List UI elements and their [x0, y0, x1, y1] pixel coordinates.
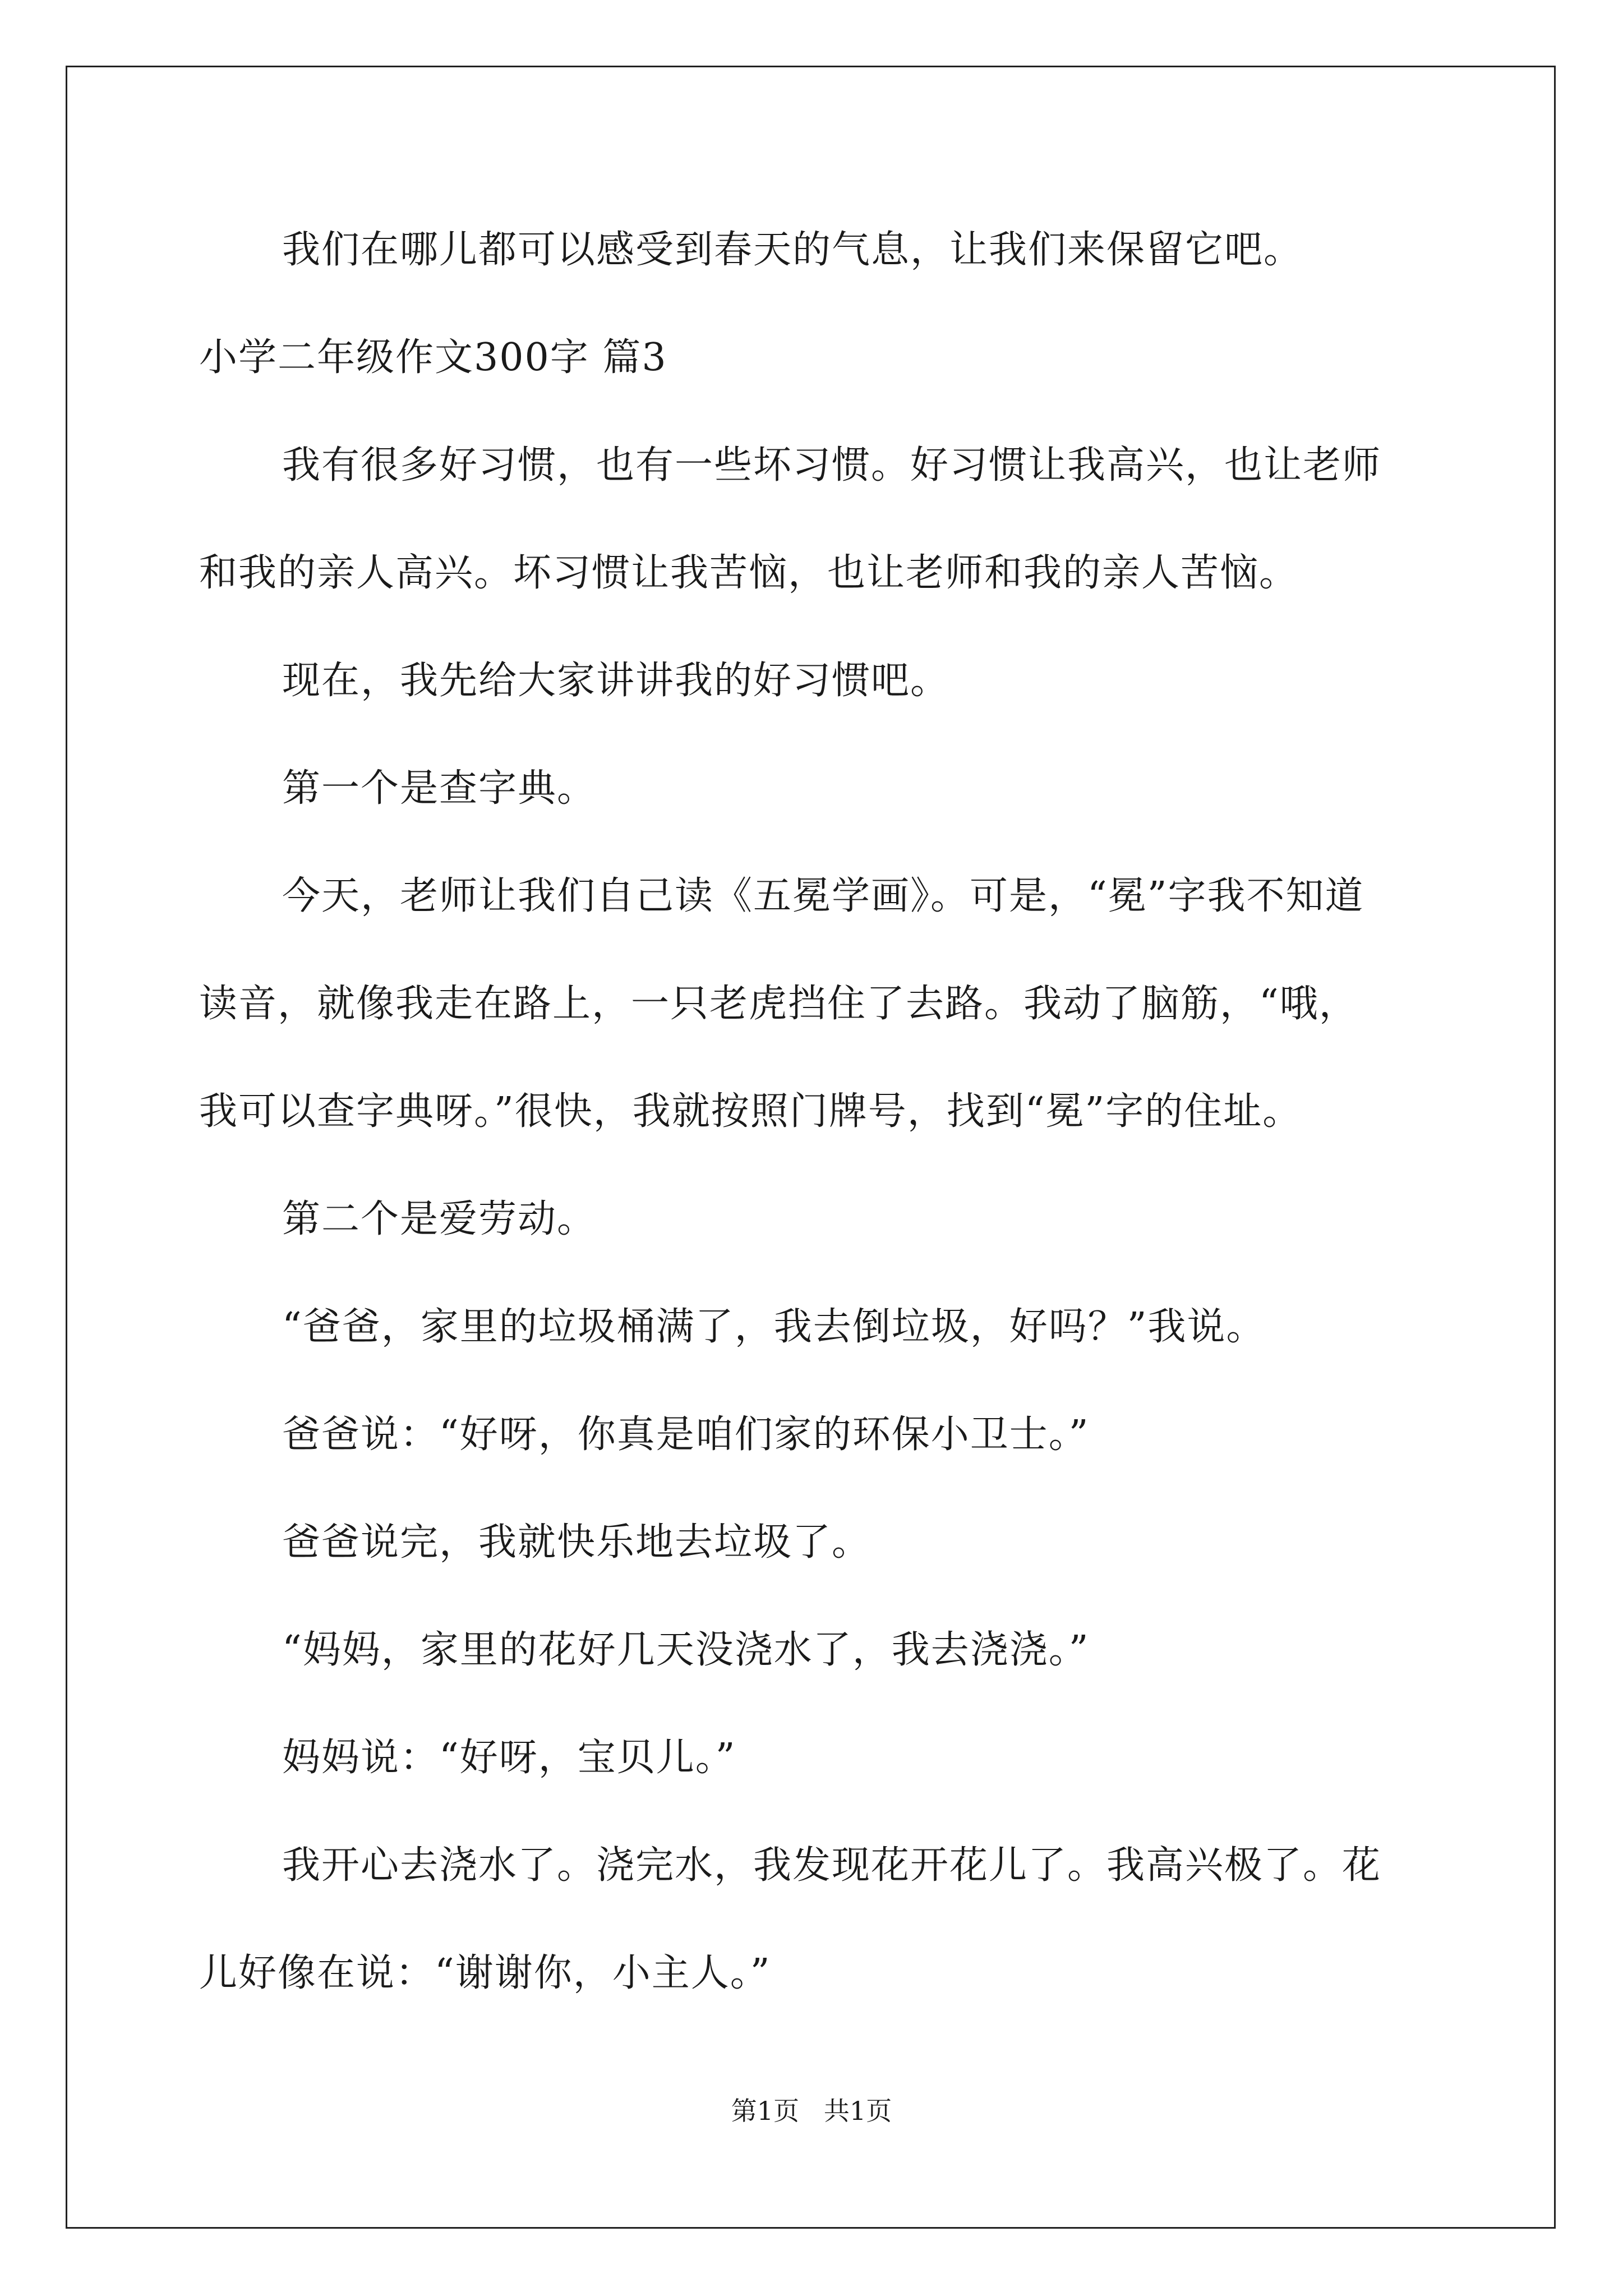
paragraph-line: 和我的亲人高兴。坏习惯让我苦恼，也让老师和我的亲人苦恼。: [199, 551, 1299, 595]
paragraph-line: 我可以查字典呀。”很快，我就按照门牌号，找到“冕”字的住址。: [199, 1089, 1302, 1134]
paragraph-line: 读音，就像我走在路上，一只老虎挡住了去路。我动了脑筋，“哦，: [199, 982, 1358, 1026]
page-footer: 第1页 共1页: [731, 2096, 892, 2126]
paragraph-line: 爸爸说完，我就快乐地去垃圾了。: [282, 1520, 872, 1565]
page-border: [66, 66, 1556, 2229]
section-heading: 小学二年级作文300字 篇3: [199, 335, 667, 380]
paragraph-line: 第一个是查字典。: [282, 766, 597, 811]
paragraph-line: 我有很多好习惯，也有一些坏习惯。好习惯让我高兴，也让老师: [282, 443, 1382, 487]
paragraph-line: “妈妈，家里的花好几天没浇水了，我去浇浇。”: [282, 1628, 1090, 1672]
paragraph-line: 第二个是爱劳动。: [282, 1197, 597, 1241]
paragraph-line: 妈妈说：“好呀，宝贝儿。”: [282, 1736, 736, 1780]
paragraph-line: 我开心去浇水了。浇完水，我发现花开花儿了。我高兴极了。花: [282, 1843, 1382, 1888]
paragraph-line: 儿好像在说：“谢谢你，小主人。”: [199, 1951, 771, 1995]
paragraph-line: “爸爸，家里的垃圾桶满了，我去倒垃圾，好吗？”我说。: [282, 1305, 1266, 1349]
paragraph-line: 现在，我先给大家讲讲我的好习惯吧。: [282, 659, 950, 703]
paragraph-line: 今天，老师让我们自己读《五冕学画》。可是，“冕”字我不知道: [282, 874, 1364, 918]
paragraph-line: 我们在哪儿都可以感受到春天的气息，让我们来保留它吧。: [282, 228, 1303, 272]
paragraph-line: 爸爸说：“好呀，你真是咱们家的环保小卫士。”: [282, 1412, 1090, 1457]
